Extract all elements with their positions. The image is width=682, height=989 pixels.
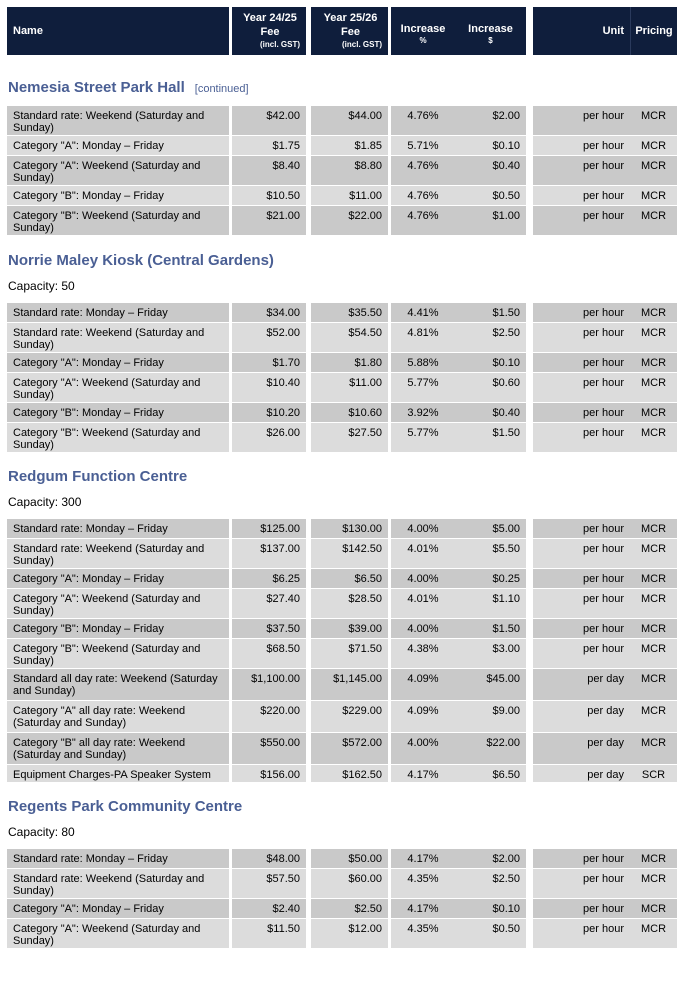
header-increase-amt-label: Increase	[468, 23, 513, 35]
unit-cell: per hour	[533, 353, 630, 373]
fee-name-cell: Category "A": Monday – Friday	[7, 136, 229, 156]
unit-cell: per hour	[533, 186, 630, 206]
section-capacity: Capacity: 50	[8, 279, 75, 293]
row-divider	[7, 452, 677, 453]
fee-2526-cell: $35.50	[311, 303, 388, 323]
section-title-text: Norrie Maley Kiosk (Central Gardens)	[8, 252, 274, 269]
increase-amt-cell: $0.50	[455, 186, 526, 206]
fee-2526-cell: $60.00	[311, 869, 388, 899]
increase-amt-cell: $2.50	[455, 869, 526, 899]
header-year1-label: Year 24/25	[243, 12, 297, 24]
fee-2526-cell: $162.50	[311, 765, 388, 783]
table-row	[7, 303, 677, 323]
increase-amt-cell: $1.10	[455, 589, 526, 619]
fee-2526-cell: $142.50	[311, 539, 388, 569]
fee-name-cell: Category "A": Monday – Friday	[7, 899, 229, 919]
increase-amt-cell: $5.50	[455, 539, 526, 569]
increase-amt-cell: $1.50	[455, 423, 526, 453]
fee-name-cell: Category "B": Monday – Friday	[7, 186, 229, 206]
fee-2526-cell: $1.80	[311, 353, 388, 373]
increase-amt-cell: $1.00	[455, 206, 526, 236]
table-row	[7, 733, 677, 765]
increase-amt-cell: $0.10	[455, 899, 526, 919]
section-title	[8, 252, 274, 269]
increase-amt-cell: $1.50	[455, 619, 526, 639]
fee-name-cell: Category "B": Weekend (Saturday and Sunday)	[7, 423, 229, 453]
fee-2425-cell: $125.00	[232, 519, 306, 539]
unit-cell: per hour	[533, 423, 630, 453]
increase-pct-cell: 4.01%	[391, 589, 455, 619]
fee-name-cell: Standard rate: Monday – Friday	[7, 303, 229, 323]
increase-amt-cell: $0.40	[455, 403, 526, 423]
fee-2425-cell: $1.70	[232, 353, 306, 373]
header-increase-pct-unit: %	[419, 36, 427, 45]
table-row	[7, 403, 677, 423]
pricing-cell: MCR	[630, 186, 677, 206]
fee-2526-cell: $22.00	[311, 206, 388, 236]
pricing-cell: MCR	[630, 206, 677, 236]
table-row	[7, 136, 677, 156]
pricing-cell: MCR	[630, 899, 677, 919]
unit-cell: per hour	[533, 403, 630, 423]
fee-2526-cell: $12.00	[311, 919, 388, 949]
increase-pct-cell: 4.35%	[391, 919, 455, 949]
increase-pct-cell: 4.76%	[391, 156, 455, 186]
fee-2425-cell: $42.00	[232, 106, 306, 136]
pricing-cell: MCR	[630, 669, 677, 701]
fee-table	[7, 519, 677, 783]
header-name-label: Name	[13, 25, 43, 37]
fee-name-cell: Category "A": Monday – Friday	[7, 353, 229, 373]
fee-2425-cell: $10.20	[232, 403, 306, 423]
pricing-cell: MCR	[630, 733, 677, 765]
table-row	[7, 519, 677, 539]
increase-amt-cell: $0.10	[455, 353, 526, 373]
fee-name-cell: Equipment Charges-PA Speaker System	[7, 765, 229, 783]
table-row	[7, 323, 677, 353]
header-year1-fee: Fee	[260, 26, 280, 38]
unit-cell: per hour	[533, 303, 630, 323]
increase-pct-cell: 4.17%	[391, 899, 455, 919]
fee-name-cell: Category "B": Weekend (Saturday and Sunday)	[7, 639, 229, 669]
fee-2526-cell: $6.50	[311, 569, 388, 589]
fee-2526-cell: $11.00	[311, 186, 388, 206]
unit-cell: per hour	[533, 156, 630, 186]
increase-amt-cell: $6.50	[455, 765, 526, 783]
fee-name-cell: Category "B": Monday – Friday	[7, 403, 229, 423]
increase-pct-cell: 4.35%	[391, 869, 455, 899]
increase-pct-cell: 5.71%	[391, 136, 455, 156]
increase-pct-cell: 4.00%	[391, 569, 455, 589]
pricing-cell: MCR	[630, 619, 677, 639]
table-row	[7, 373, 677, 403]
increase-pct-cell: 4.01%	[391, 539, 455, 569]
fee-2425-cell: $26.00	[232, 423, 306, 453]
fee-2526-cell: $10.60	[311, 403, 388, 423]
fee-2425-cell: $156.00	[232, 765, 306, 783]
table-row	[7, 186, 677, 206]
fee-name-cell: Category "B": Monday – Friday	[7, 619, 229, 639]
pricing-cell: MCR	[630, 869, 677, 899]
header-year2	[311, 7, 388, 55]
increase-amt-cell: $9.00	[455, 701, 526, 733]
header-unit	[533, 7, 630, 55]
header-pricing-label: Pricing	[635, 25, 673, 37]
header-year2-fee: Fee	[341, 26, 360, 38]
header-year2-gst: (incl. GST)	[342, 40, 382, 49]
fee-name-cell: Standard rate: Monday – Friday	[7, 519, 229, 539]
increase-pct-cell: 5.77%	[391, 423, 455, 453]
row-divider	[7, 782, 677, 783]
unit-cell: per hour	[533, 373, 630, 403]
fee-2526-cell: $2.50	[311, 899, 388, 919]
section-title	[8, 468, 187, 485]
fee-name-cell: Category "A": Weekend (Saturday and Sunday)	[7, 919, 229, 949]
fee-2526-cell: $39.00	[311, 619, 388, 639]
unit-cell: per hour	[533, 869, 630, 899]
fee-table	[7, 106, 677, 238]
increase-amt-cell: $0.60	[455, 373, 526, 403]
increase-amt-cell: $0.25	[455, 569, 526, 589]
increase-pct-cell: 4.17%	[391, 849, 455, 869]
fee-2526-cell: $1,145.00	[311, 669, 388, 701]
increase-pct-cell: 4.00%	[391, 519, 455, 539]
fee-2425-cell: $2.40	[232, 899, 306, 919]
increase-pct-cell: 5.77%	[391, 373, 455, 403]
table-row	[7, 669, 677, 701]
row-divider	[7, 235, 677, 236]
table-header	[7, 7, 677, 55]
increase-amt-cell: $0.10	[455, 136, 526, 156]
unit-cell: per hour	[533, 519, 630, 539]
header-increase-pct	[391, 7, 455, 55]
unit-cell: per day	[533, 701, 630, 733]
increase-pct-cell: 4.81%	[391, 323, 455, 353]
fee-name-cell: Category "B": Weekend (Saturday and Sunday)	[7, 206, 229, 236]
unit-cell: per hour	[533, 569, 630, 589]
unit-cell: per hour	[533, 619, 630, 639]
fee-2526-cell: $50.00	[311, 849, 388, 869]
table-row	[7, 353, 677, 373]
unit-cell: per day	[533, 733, 630, 765]
pricing-cell: MCR	[630, 849, 677, 869]
pricing-cell: MCR	[630, 403, 677, 423]
fee-2425-cell: $37.50	[232, 619, 306, 639]
increase-amt-cell: $45.00	[455, 669, 526, 701]
fee-2526-cell: $44.00	[311, 106, 388, 136]
pricing-cell: MCR	[630, 106, 677, 136]
fee-2425-cell: $1.75	[232, 136, 306, 156]
fee-2526-cell: $71.50	[311, 639, 388, 669]
increase-amt-cell: $5.00	[455, 519, 526, 539]
fee-2425-cell: $21.00	[232, 206, 306, 236]
fee-table	[7, 303, 677, 454]
unit-cell: per hour	[533, 206, 630, 236]
table-row	[7, 619, 677, 639]
pricing-cell: MCR	[630, 373, 677, 403]
unit-cell: per hour	[533, 899, 630, 919]
pricing-cell: MCR	[630, 519, 677, 539]
fee-2425-cell: $10.50	[232, 186, 306, 206]
fee-2425-cell: $8.40	[232, 156, 306, 186]
fee-2526-cell: $8.80	[311, 156, 388, 186]
increase-amt-cell: $2.00	[455, 106, 526, 136]
unit-cell: per day	[533, 669, 630, 701]
header-year1	[232, 7, 306, 55]
table-row	[7, 539, 677, 569]
fee-2425-cell: $220.00	[232, 701, 306, 733]
section-continued-note: [continued]	[194, 83, 249, 95]
section-title-text: Nemesia Street Park Hall	[8, 79, 185, 96]
fee-2526-cell: $130.00	[311, 519, 388, 539]
fee-2425-cell: $68.50	[232, 639, 306, 669]
table-row	[7, 639, 677, 669]
unit-cell: per hour	[533, 539, 630, 569]
table-row	[7, 899, 677, 919]
increase-amt-cell: $3.00	[455, 639, 526, 669]
unit-cell: per day	[533, 765, 630, 783]
section-title	[8, 79, 249, 96]
fee-table	[7, 849, 677, 950]
row-divider	[7, 948, 677, 949]
table-row	[7, 869, 677, 899]
unit-cell: per hour	[533, 136, 630, 156]
table-row	[7, 206, 677, 236]
pricing-cell: MCR	[630, 701, 677, 733]
increase-amt-cell: $0.40	[455, 156, 526, 186]
fee-2526-cell: $54.50	[311, 323, 388, 353]
fee-2425-cell: $48.00	[232, 849, 306, 869]
fee-name-cell: Category "B" all day rate: Weekend (Saturday and Sunday)	[7, 733, 229, 765]
table-row	[7, 569, 677, 589]
table-row	[7, 765, 677, 783]
pricing-cell: MCR	[630, 919, 677, 949]
fee-2425-cell: $550.00	[232, 733, 306, 765]
increase-amt-cell: $2.00	[455, 849, 526, 869]
table-row	[7, 589, 677, 619]
fee-name-cell: Category "A": Weekend (Saturday and Sunday)	[7, 373, 229, 403]
table-row	[7, 423, 677, 453]
increase-amt-cell: $0.50	[455, 919, 526, 949]
pricing-cell: MCR	[630, 323, 677, 353]
increase-pct-cell: 4.38%	[391, 639, 455, 669]
section-title-text: Regents Park Community Centre	[8, 798, 243, 815]
increase-pct-cell: 4.09%	[391, 669, 455, 701]
header-year2-label: Year 25/26	[323, 12, 378, 24]
fee-2425-cell: $10.40	[232, 373, 306, 403]
header-name	[7, 7, 229, 55]
section-title-text: Redgum Function Centre	[8, 468, 188, 485]
table-row	[7, 106, 677, 136]
unit-cell: per hour	[533, 323, 630, 353]
unit-cell: per hour	[533, 639, 630, 669]
pricing-cell: MCR	[630, 539, 677, 569]
header-unit-label: Unit	[602, 25, 624, 37]
fee-2526-cell: $1.85	[311, 136, 388, 156]
fee-2425-cell: $27.40	[232, 589, 306, 619]
table-row	[7, 701, 677, 733]
fee-2425-cell: $137.00	[232, 539, 306, 569]
increase-pct-cell: 4.17%	[391, 765, 455, 783]
header-pricing	[630, 7, 677, 55]
pricing-cell: MCR	[630, 569, 677, 589]
fee-2425-cell: $6.25	[232, 569, 306, 589]
fee-2425-cell: $52.00	[232, 323, 306, 353]
increase-pct-cell: 4.41%	[391, 303, 455, 323]
increase-pct-cell: 4.09%	[391, 701, 455, 733]
fee-name-cell: Standard rate: Weekend (Saturday and Sunday)	[7, 106, 229, 136]
unit-cell: per hour	[533, 849, 630, 869]
fee-2425-cell: $11.50	[232, 919, 306, 949]
fee-2425-cell: $34.00	[232, 303, 306, 323]
increase-pct-cell: 4.76%	[391, 186, 455, 206]
increase-pct-cell: 4.76%	[391, 206, 455, 236]
fee-name-cell: Category "A": Weekend (Saturday and Sunday)	[7, 589, 229, 619]
table-row	[7, 849, 677, 869]
pricing-cell: MCR	[630, 136, 677, 156]
header-increase-amt-unit: $	[488, 36, 493, 45]
unit-cell: per hour	[533, 589, 630, 619]
section-capacity: Capacity: 80	[8, 825, 75, 839]
unit-cell: per hour	[533, 919, 630, 949]
pricing-cell: MCR	[630, 423, 677, 453]
increase-amt-cell: $2.50	[455, 323, 526, 353]
fee-2526-cell: $11.00	[311, 373, 388, 403]
increase-pct-cell: 5.88%	[391, 353, 455, 373]
increase-amt-cell: $1.50	[455, 303, 526, 323]
table-row	[7, 919, 677, 949]
fee-name-cell: Category "A": Weekend (Saturday and Sunday)	[7, 156, 229, 186]
unit-cell: per hour	[533, 106, 630, 136]
fee-name-cell: Standard rate: Weekend (Saturday and Sunday)	[7, 323, 229, 353]
pricing-cell: SCR	[630, 765, 677, 783]
fee-2526-cell: $572.00	[311, 733, 388, 765]
pricing-cell: MCR	[630, 639, 677, 669]
fee-name-cell: Category "A" all day rate: Weekend (Saturday and Sunday)	[7, 701, 229, 733]
pricing-cell: MCR	[630, 589, 677, 619]
fee-2526-cell: $28.50	[311, 589, 388, 619]
fee-2425-cell: $1,100.00	[232, 669, 306, 701]
fee-name-cell: Standard rate: Weekend (Saturday and Sunday)	[7, 539, 229, 569]
increase-amt-cell: $22.00	[455, 733, 526, 765]
header-increase-amt	[455, 7, 526, 55]
fee-name-cell: Standard rate: Monday – Friday	[7, 849, 229, 869]
increase-pct-cell: 4.00%	[391, 619, 455, 639]
fee-2526-cell: $27.50	[311, 423, 388, 453]
increase-pct-cell: 3.92%	[391, 403, 455, 423]
fee-2425-cell: $57.50	[232, 869, 306, 899]
section-title	[8, 798, 242, 815]
section-capacity: Capacity: 300	[8, 495, 82, 509]
fee-name-cell: Category "A": Monday – Friday	[7, 569, 229, 589]
increase-pct-cell: 4.00%	[391, 733, 455, 765]
header-year1-gst: (incl. GST)	[260, 40, 300, 49]
pricing-cell: MCR	[630, 303, 677, 323]
table-row	[7, 156, 677, 186]
fee-name-cell: Standard rate: Weekend (Saturday and Sunday)	[7, 869, 229, 899]
pricing-cell: MCR	[630, 353, 677, 373]
fee-2526-cell: $229.00	[311, 701, 388, 733]
pricing-cell: MCR	[630, 156, 677, 186]
fee-name-cell: Standard all day rate: Weekend (Saturday and Sunday)	[7, 669, 229, 701]
header-increase-pct-label: Increase	[400, 23, 446, 35]
increase-pct-cell: 4.76%	[391, 106, 455, 136]
